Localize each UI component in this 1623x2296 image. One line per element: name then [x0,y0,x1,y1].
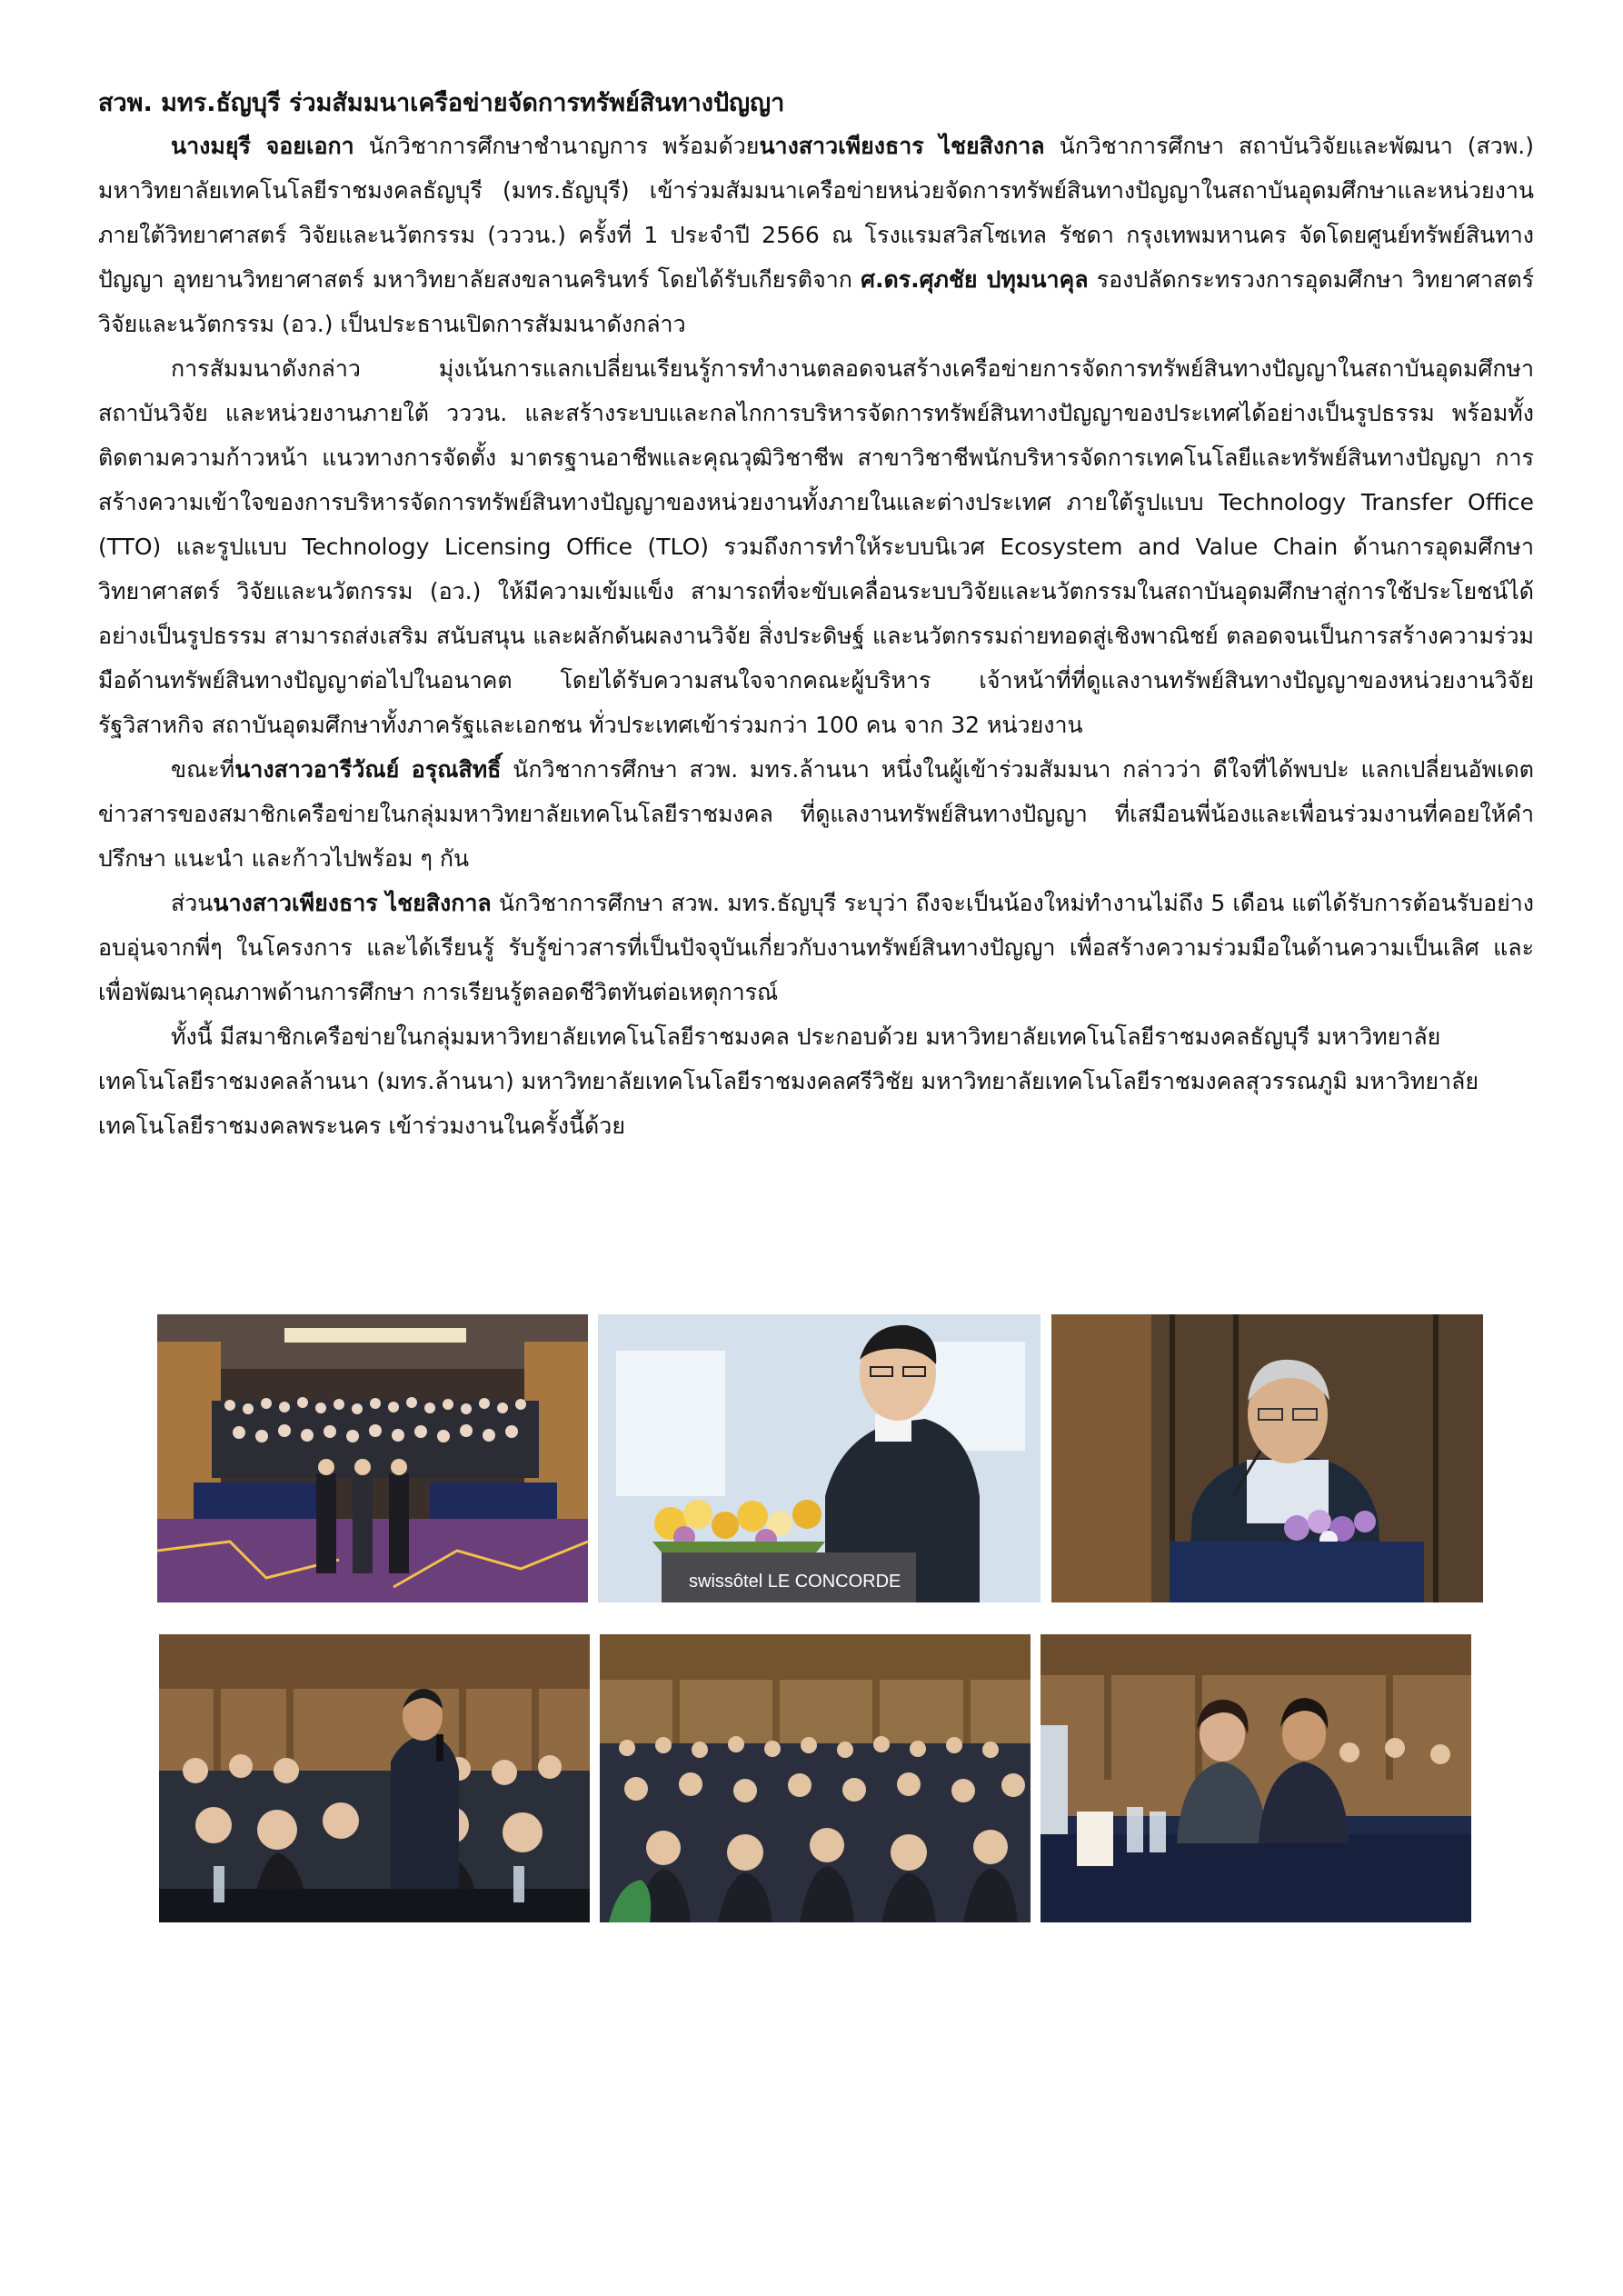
podium-sign: swissôtel LE CONCORDE [689,1572,901,1592]
photo-audience-question [159,1634,590,1922]
person-name: นางสาวเพียงธาร ไชยสิงกาล [213,890,492,916]
paragraph-text: นักวิชาการศึกษา สถาบันวิจัยและพัฒนา (สวพ.) มหาวิทยาลัยเทคโนโลยีราชมงคลธัญบุรี (มทร.ธัญบุรี) เข้าร่วมสัมมนาเครือข่ายหน่วยจัดการทรัพย์สินทางปัญญาในสถาบันอุดมศึกษาและหน่วยงานภายใต้วิทยาศาสตร์ วิจัยและนวัตกรรม (วววน.) ครั้งที่ 1 ประจำปี 2566 ณ โรงแรมสวิสโซเทล รัชดา กรุงเทพมหานคร จัดโดยศูนย์ทรัพย์สินทางปัญญา อุทยานวิทยาศาสตร์ มหาวิทยาลัยสงขลานครินทร์ โดยได้รับเกียรติจาก [98,133,1535,293]
article-body [98,84,1534,1148]
paragraph-3 [98,747,1534,881]
paragraph-text: ส่วน [171,890,214,916]
person-name: นางสาวอารีวัณย์ อรุณสิทธิ์ [234,756,502,783]
paragraph-text: นักวิชาการศึกษา สวพ. มทร.ธัญบุรี ระบุว่า ถึงจะเป็นน้องใหม่ทำงานไม่ถึง 5 เดือน แต่ได้รับการต้อนรับอย่างอบอุ่นจากพี่ๆ ในโครงการ และได้เรียนรู้ รับรู้ข่าวสารที่เป็นปัจจุบันเกี่ยวกับงานทรัพย์สินทางปัญญา เพื่อสร้างความร่วมมือในด้านความเป็นเลิศ และเพื่อพัฒนาคุณภาพด้านการศึกษา การเรียนรู้ตลอดชีวิตทันต่อเหตุการณ์ [98,890,1534,1005]
photo-speaker-podium [598,1314,1041,1602]
photo-participants-seated [1041,1634,1471,1922]
paragraph-text: นักวิชาการศึกษาชำนาญการ พร้อมด้วย [353,133,760,159]
paragraph-2: การสัมมนาดังกล่าว มุ่งเน้นการแลกเปลี่ยนเรียนรู้การทำงานตลอดจนสร้างเครือข่ายการจัดการทรัพย์สินทางปัญญาในสถาบันอุดมศึกษา สถาบันวิจัย และหน่วยงานภายใต้ วววน. และสร้างระบบและกลไกการบริหารจัดการทรัพย์สินทางปัญญาของประเทศได้อย่างเป็นรูปธรรม พร้อมทั้งติดตามความก้าวหน้า แนวทางการจัดตั้ง มาตรฐานอาชีพและคุณวุฒิวิชาชีพ สาขาวิชาชีพนักบริหารจัดการเทคโนโลยีและทรัพย์สินทางปัญญา การสร้างความเข้าใจของการบริหารจัดการทรัพย์สินทางปัญญาของหน่วยงานทั้งภายในและต่างประเทศ ภายใต้รูปแบบ Technology Transfer Office (TTO) และรูปแบบ Technology Licensing Office (TLO) รวมถึงการทำให้ระบบนิเวศ Ecosystem and Value Chain ด้านการอุดมศึกษา วิทยาศาสตร์ วิจัยและนวัตกรรม (อว.) ให้มีความเข้มแข็ง สามารถที่จะขับเคลื่อนระบบวิจัยและนวัตกรรมในสถาบันอุดมศึกษาสู่การใช้ประโยชน์ได้อย่างเป็นรูปธรรม สามารถส่งเสริม สนับสนุน และผลักดันผลงานวิจัย สิ่งประดิษฐ์ และนวัตกรรมถ่ายทอดสู่เชิงพาณิชย์ ตลอดจนเป็นการสร้างความร่วมมือด้านทรัพย์สินทางปัญญาต่อไปในอนาคต โดยได้รับความสนใจจากคณะผู้บริหาร เจ้าหน้าที่ที่ดูแลงานทรัพย์สินทางปัญญาของหน่วยงานวิจัย รัฐวิสาหกิจ สถาบันอุดมศึกษาทั้งภาครัฐและเอกชน ทั่วประเทศเข้าร่วมกว่า 100 คน จาก 32 หน่วยงาน [98,355,1534,738]
paragraph-1 [98,124,1534,346]
paragraph-text: รองปลัดกระทรวงการอุดมศึกษา วิทยาศาสตร์ วิจัยและนวัตกรรม (อว.) เป็นประธานเปิดการสัมมนาดังกล่าว [98,266,1534,337]
paragraph-text: ขณะที่ [171,756,235,783]
paragraph-text: นักวิชาการศึกษา สวพ. มทร.ล้านนา หนึ่งในผู้เข้าร่วมสัมมนา กล่าวว่า ดีใจที่ได้พบปะ แลกเปลี่ยนอัพเดต ข่าวสารของสมาชิกเครือข่ายในกลุ่มมหาวิทยาลัยเทคโนโลยีราชมงคล ที่ดูแลงานทรัพย์สินทางปัญญา ที่เสมือนพี่น้องและเพื่อนร่วมงานที่คอยให้คำปรึกษา แนะนำ และก้าวไปพร้อม ๆ กัน [98,756,1534,872]
photo-seminar-audience [600,1634,1031,1922]
photo-guest-speaker [1051,1314,1483,1602]
person-name: ศ.ดร.ศุภชัย ปทุมนาคุล [861,266,1089,293]
article-headline: สวพ. มทร.ธัญบุรี ร่วมสัมมนาเครือข่ายจัดการทรัพย์สินทางปัญญา [98,89,785,117]
person-name: นางสาวเพียงธาร ไชยสิงกาล [759,133,1045,159]
paragraph-4 [98,881,1534,1014]
photo-conference-hall [157,1314,588,1602]
person-name: นางมยุรี จอยเอกา [171,133,354,159]
paragraph-5: ทั้งนี้ มีสมาชิกเครือข่ายในกลุ่มมหาวิทยาลัยเทคโนโลยีราชมงคล ประกอบด้วย มหาวิทยาลัยเทคโนโลยีราชมงคลธัญบุรี มหาวิทยาลัยเทคโนโลยีราชมงคลล้านนา (มทร.ล้านนา) มหาวิทยาลัยเทคโนโลยีราชมงคลศรีวิชัย มหาวิทยาลัยเทคโนโลยีราชมงคลสุวรรณภูมิ มหาวิทยาลัยเทคโนโลยีราชมงคลพระนคร เข้าร่วมงานในครั้งนี้ด้วย [98,1023,1479,1139]
